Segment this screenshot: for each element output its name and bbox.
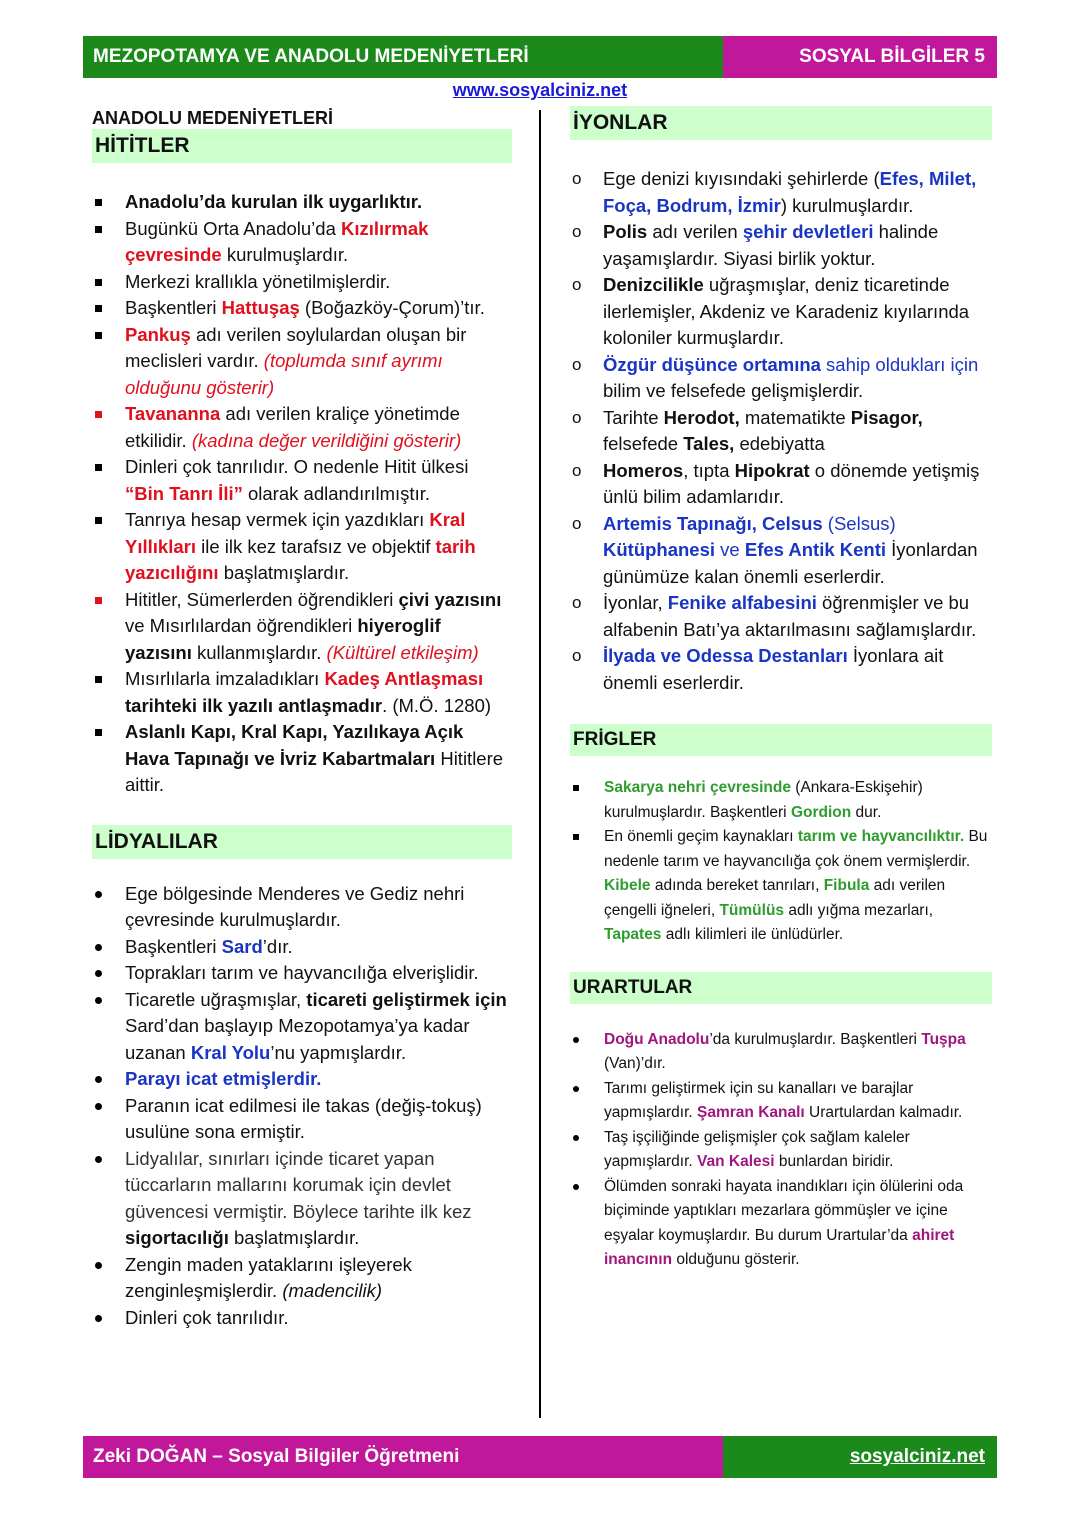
list-item: Parayı icat etmişlerdir.	[92, 1066, 512, 1093]
list-item: o Artemis Tapınağı, Celsus (Selsus) Kütüphanesi ve Efes Antik Kenti İyonlardan günümüze kalan önemli eserlerdir.	[572, 512, 978, 587]
footer-site-link[interactable]: sosyalciniz.net	[723, 1436, 997, 1478]
list-item: o Denizcilikle uğraşmışlar, deniz ticaretinde ilerlemişler, Akdeniz ve Karadeniz kıyılarında koloniler kurmuşlardır.	[572, 274, 970, 348]
section-title-lidyalilar: LİDYALILAR	[92, 825, 512, 859]
iyonlar-list	[570, 166, 992, 696]
list-item: Lidyalılar, sınırları içinde ticaret yapan tüccarların mallarını korumak için devlet güvencesi vermiştir. Böylece tarihte ilk kez sigortacılığı başlatmışlardır.	[92, 1146, 512, 1252]
list-item: Ege bölgesinde Menderes ve Gediz nehri çevresinde kurulmuşlardır.	[92, 881, 512, 934]
header-band	[83, 36, 997, 78]
list-item: o Polis adı verilen şehir devletleri halinde yaşamışlardır. Siyasi birlik yoktur.	[572, 221, 939, 269]
list-item: Dinleri çok tanrılıdır.	[92, 1305, 512, 1332]
right-column	[570, 106, 992, 1273]
list-item: Başkentleri Sard’dır.	[92, 934, 512, 961]
list-item: Ölümden sonraki hayata inandıkları için ölülerini oda biçiminde yaptıkları mezarlara gömmüşler ve içine eşyalar koymuşlardır. Bu durum Urartular’da ahiret inancının olduğunu gösterir.	[570, 1175, 992, 1273]
lidyalilar-list	[92, 881, 512, 1332]
list-item: Ticaretle uğraşmışlar, ticareti geliştirmek için Sard’dan başlayıp Mezopotamya’ya kadar uzanan Kral Yolu’nu yapmışlardır.	[92, 987, 512, 1067]
list-item: Taş işçiliğinde gelişmişler çok sağlam kaleler yapmışlardır. Van Kalesi bunlardan biridir.	[570, 1126, 992, 1175]
list-item: Paranın icat edilmesi ile takas (değiş-tokuş) usulüne sona ermiştir.	[92, 1093, 512, 1146]
list-item: Dinleri çok tanrılıdır. O nedenle Hitit ülkesi “Bin Tanrı İli” olarak adlandırılmıştır.	[92, 454, 512, 507]
left-column	[92, 106, 512, 1331]
urartular-list	[570, 1028, 992, 1273]
hititler-list	[92, 189, 512, 799]
list-item: o Tarihte Herodot, matematikte Pisagor, felsefede Tales, edebiyatta	[572, 406, 923, 454]
list-item: Mısırlılarla imzaladıkları Kadeş Antlaşması tarihteki ilk yazılı antlaşmadır. (M.Ö. 1280)	[92, 666, 512, 719]
section-title-frigler: FRİGLER	[570, 724, 992, 756]
list-item: o Homeros, tıpta Hipokrat o dönemde yetişmiş ünlü bilim adamlarıdır.	[572, 459, 980, 507]
list-item: Toprakları tarım ve hayvancılığa elverişlidir.	[92, 960, 512, 987]
frigler-list	[570, 776, 992, 948]
section-title-iyonlar: İYONLAR	[570, 106, 992, 140]
list-item: Tarımı geliştirmek için su kanalları ve barajlar yapmışlardır. Şamran Kanalı Urartulardan kalmadır.	[570, 1077, 992, 1126]
list-item: Merkezi krallıkla yönetilmişlerdir.	[92, 269, 512, 296]
list-item: Sakarya nehri çevresinde (Ankara-Eskişehir) kurulmuşlardır. Başkentleri Gordion dur.	[570, 776, 992, 825]
list-item: Zengin maden yataklarını işleyerek zenginleşmişlerdir. (madencilik)	[92, 1252, 512, 1305]
list-item: o Özgür düşünce ortamına sahip oldukları için bilim ve felsefede gelişmişlerdir.	[572, 353, 979, 401]
list-item: Tavananna adı verilen kraliçe yönetimde etkilidir. (kadına değer verildiğini gösterir)	[92, 401, 512, 454]
footer-band	[83, 1436, 997, 1478]
header-title: MEZOPOTAMYA VE ANADOLU MEDENİYETLERİ	[83, 36, 723, 78]
column-divider	[539, 110, 541, 1418]
section-kicker: ANADOLU MEDENİYETLERİ	[92, 108, 334, 128]
section-title-urartular: URARTULAR	[570, 972, 992, 1004]
list-item: Pankuş adı verilen soylulardan oluşan bir meclisleri vardır. (toplumda sınıf ayrımı olduğunu gösterir)	[92, 322, 512, 402]
list-item: Anadolu’da kurulan ilk uygarlıktır.	[92, 189, 512, 216]
list-item: o İyonlar, Fenike alfabesini öğrenmişler ve bu alfabenin Batı’ya aktarılmasını sağlamışlardır.	[572, 592, 977, 640]
list-item: Başkentleri Hattuşaş (Boğazköy-Çorum)’tır.	[92, 295, 512, 322]
list-item: Bugünkü Orta Anadolu’da Kızılırmak çevresinde kurulmuşlardır.	[92, 216, 512, 269]
header-subject: SOSYAL BİLGİLER 5	[723, 36, 997, 78]
list-item: o Ege denizi kıyısındaki şehirlerde (Efes, Milet, Foça, Bodrum, İzmir) kurulmuşlardır.	[572, 168, 977, 216]
site-link[interactable]: www.sosyalciniz.net	[452, 80, 628, 100]
section-title-hititler: HİTİTLER	[92, 129, 512, 163]
list-item: Hititler, Sümerlerden öğrendikleri çivi yazısını ve Mısırlılardan öğrendikleri hiyeroglif yazısını kullanmışlardır. (Kültürel etkileşim)	[92, 587, 512, 667]
list-item: o İlyada ve Odessa Destanları İyonlara ait önemli eserlerdir.	[572, 645, 944, 693]
list-item: Aslanlı Kapı, Kral Kapı, Yazılıkaya Açık Hava Tapınağı ve İvriz Kabartmaları Hititlere aittir.	[92, 719, 512, 799]
footer-author: Zeki DOĞAN – Sosyal Bilgiler Öğretmeni	[83, 1436, 723, 1478]
list-item: En önemli geçim kaynakları tarım ve hayvancılıktır. Bu nedenle tarım ve hayvancılığa çok önem vermişlerdir. Kibele adında bereket tanrıları, Fibula adı verilen çengelli iğneleri, Tümülüs adlı yığma mezarları, Tapates adlı kilimleri ile ünlüdürler.	[570, 825, 992, 948]
list-item: Doğu Anadolu’da kurulmuşlardır. Başkentleri Tuşpa (Van)’dır.	[570, 1028, 992, 1077]
list-item: Tanrıya hesap vermek için yazdıkları Kral Yıllıkları ile ilk kez tarafsız ve objektif tarih yazıcılığını başlatmışlardır.	[92, 507, 512, 587]
